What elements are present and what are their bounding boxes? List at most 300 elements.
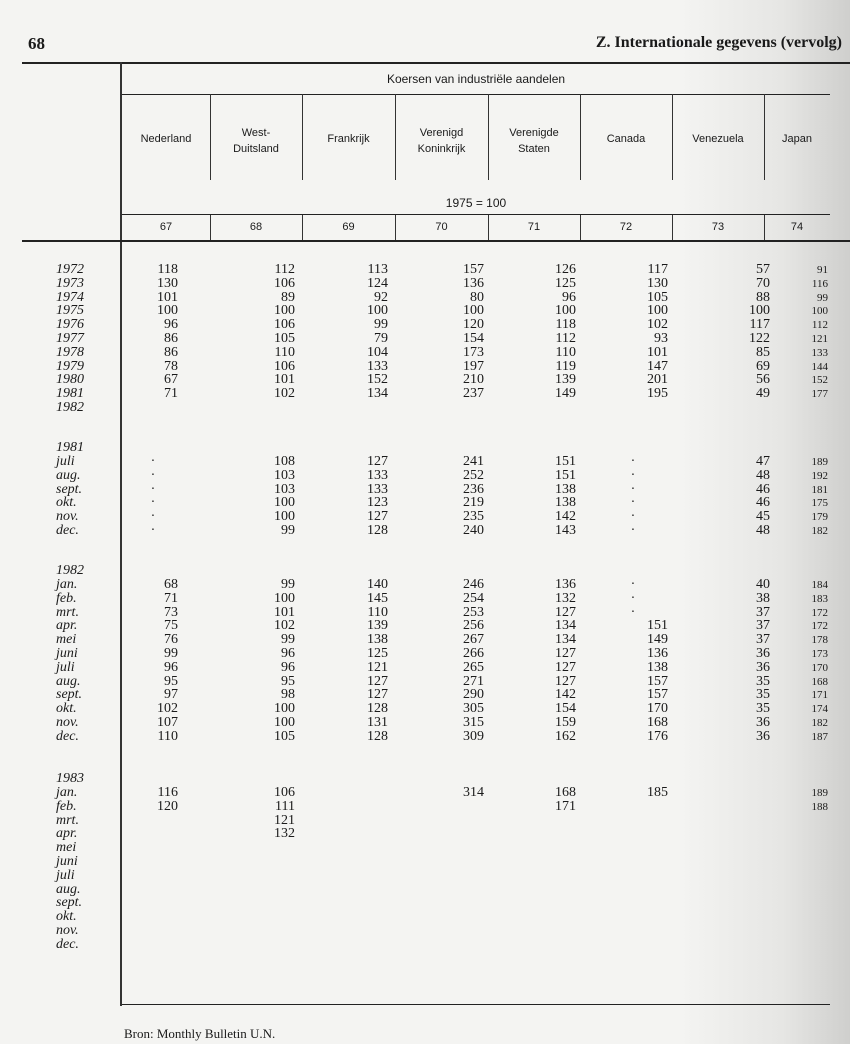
table-cell: 100 [274, 495, 295, 511]
table-cell: 100 [367, 303, 388, 319]
table-cell: 271 [463, 673, 484, 689]
table-cell: 136 [647, 646, 668, 661]
table-cell: 174 [811, 703, 828, 716]
table-cell: 142 [555, 687, 576, 703]
column-header: West- [241, 127, 271, 139]
table-cell: 56 [756, 372, 770, 388]
row-label: dec. [56, 936, 79, 952]
page-number: 68 [28, 34, 45, 53]
row-label: juli [56, 867, 75, 883]
table-cell: 126 [555, 262, 576, 277]
row-label: juni [56, 854, 78, 869]
table-cell: 125 [367, 646, 388, 661]
column-header: Nederland [140, 133, 192, 145]
table-cell: 132 [555, 590, 576, 606]
table-cell: 106 [274, 358, 295, 374]
table-cell: 35 [756, 673, 770, 689]
table-cell: 127 [555, 659, 576, 675]
column-header: Venezuela [692, 133, 744, 145]
table-cell: 195 [647, 386, 668, 402]
row-label: apr. [56, 826, 78, 842]
table-cell: 96 [164, 659, 178, 675]
table-cell: 151 [555, 467, 576, 483]
table-cell: 139 [555, 372, 576, 388]
table-cell: 143 [555, 523, 576, 538]
table-cell: 38 [756, 590, 770, 606]
table-cell: 235 [463, 509, 484, 525]
table-cell: 182 [811, 525, 828, 537]
table-cell: · [630, 481, 636, 497]
row-label: 1979 [56, 358, 84, 374]
table-cell: 123 [367, 495, 388, 511]
table-cell: 132 [274, 826, 295, 842]
table-cell: 86 [164, 331, 178, 346]
table-cell: 103 [274, 467, 295, 483]
row-label: okt. [56, 909, 77, 925]
row-label: 1975 [56, 303, 84, 319]
table-cell: 134 [555, 632, 576, 648]
row-label: feb. [56, 590, 77, 606]
table-cell: 182 [811, 717, 828, 729]
column-header: Frankrijk [327, 133, 370, 145]
table-cell: 110 [555, 344, 576, 360]
table-cell: 97 [164, 687, 178, 703]
row-label: aug. [56, 467, 81, 483]
table-cell: 100 [157, 303, 178, 319]
column-code: 72 [619, 221, 633, 233]
table-cell: 99 [281, 523, 295, 538]
table-cell: 172 [811, 620, 828, 633]
table-cell: 175 [811, 497, 828, 510]
table-cell: 69 [756, 358, 770, 374]
table-cell: 136 [555, 577, 576, 592]
column-header: Staten [518, 143, 550, 155]
table-cell: 305 [463, 701, 484, 717]
table-cell: 37 [756, 604, 770, 620]
table-cell: 106 [274, 275, 295, 291]
table-cell: · [630, 577, 636, 592]
table-cell: 105 [274, 331, 295, 346]
table-cell: 71 [164, 386, 178, 402]
table-cell: 147 [647, 358, 668, 374]
row-label: 1977 [56, 331, 84, 346]
table-cell: 106 [274, 785, 295, 800]
table-cell: 75 [164, 618, 178, 634]
table-cell: 138 [367, 632, 388, 648]
table-cell: 79 [374, 331, 388, 346]
table-cell: 99 [164, 646, 178, 661]
column-header: Duitsland [233, 143, 279, 155]
table-cell: 127 [555, 673, 576, 689]
table-cell: 136 [463, 275, 484, 291]
table-cell: 127 [367, 687, 388, 703]
table-cell: · [630, 523, 636, 538]
table-cell: 37 [756, 618, 770, 634]
table-cell: 154 [555, 701, 576, 717]
table-cell: · [150, 467, 156, 483]
table-cell: 170 [811, 661, 828, 674]
table-cell: 103 [274, 481, 295, 497]
table-cell: · [150, 495, 156, 511]
table-cell: 110 [367, 604, 388, 620]
table-cell: 241 [463, 454, 484, 469]
table-cell: 252 [463, 467, 484, 483]
table-cell: 127 [367, 673, 388, 689]
table-cell: 152 [367, 372, 388, 388]
table-cell: 314 [463, 785, 484, 800]
table-cell: 162 [555, 728, 576, 744]
table-cell: 92 [374, 289, 388, 305]
table-cell: 102 [274, 618, 295, 634]
table-cell: 145 [367, 590, 388, 606]
table-cell: 120 [157, 798, 178, 814]
table-cell: 127 [555, 604, 576, 620]
table-cell: 119 [555, 358, 576, 374]
table-cell: 128 [367, 728, 388, 744]
section-year-header: 1982 [56, 563, 84, 578]
code-top-rule [122, 214, 830, 215]
table-cell: 117 [749, 317, 770, 333]
table-cell: 134 [367, 386, 388, 402]
column-code: 70 [435, 221, 448, 233]
table-cell: 121 [811, 333, 828, 345]
table-cell: 157 [463, 262, 484, 277]
table-cell: 86 [164, 344, 178, 360]
table-cell: 171 [555, 798, 576, 814]
row-label: nov. [56, 923, 79, 938]
row-label: apr. [56, 618, 78, 634]
row-label: juni [56, 646, 78, 661]
table-cell: 101 [647, 344, 668, 360]
table-cell: 100 [274, 509, 295, 525]
table-cell: 189 [811, 456, 828, 468]
table-cell: 48 [756, 523, 770, 538]
table-cell: 117 [647, 262, 668, 277]
column-code: 74 [790, 221, 804, 233]
table-cell: 121 [367, 659, 388, 675]
table-cell: 131 [367, 715, 388, 730]
row-label: juli [56, 454, 75, 469]
table-cell: 95 [164, 673, 178, 689]
table-cell: 37 [756, 632, 770, 648]
table-cell: 256 [463, 618, 484, 634]
table-cell: 110 [157, 728, 178, 744]
table-cell: 100 [463, 303, 484, 319]
table-cell: 112 [555, 331, 576, 346]
table-cell: 130 [647, 275, 668, 291]
row-label: mrt. [56, 604, 79, 620]
row-label: jan. [56, 785, 78, 800]
row-label: 1972 [56, 262, 84, 277]
table-cell: 36 [756, 646, 770, 661]
table-cell: · [630, 454, 636, 469]
table-cell: 35 [756, 701, 770, 717]
table-cell: 68 [164, 577, 178, 592]
table-cell: 120 [463, 317, 484, 333]
table-cell: 133 [367, 467, 388, 483]
row-label: sept. [56, 687, 83, 703]
chapter-title: Z. Internationale gegevens (vervolg) [595, 34, 842, 51]
source-note: Bron: Monthly Bulletin U.N. [124, 1026, 276, 1041]
column-code: 73 [711, 221, 725, 233]
header-bottom-rule [22, 240, 850, 242]
table-cell: 138 [647, 659, 668, 675]
table-cell: 266 [463, 646, 484, 661]
table-cell: 184 [811, 579, 828, 591]
column-header: Japan [782, 133, 812, 145]
table-cell: 100 [555, 303, 576, 319]
table-cell: 189 [811, 787, 828, 799]
row-label: 1973 [56, 275, 84, 291]
row-label: 1978 [56, 344, 84, 360]
table-cell: 116 [811, 277, 828, 290]
table-cell: 265 [463, 659, 484, 675]
table-cell: · [630, 467, 636, 483]
table-cell: 99 [281, 577, 295, 592]
table-cell: 102 [157, 701, 178, 717]
section-year-header: 1983 [56, 771, 84, 786]
table-cell: 159 [555, 715, 576, 730]
column-code: 69 [342, 221, 355, 233]
table-cell: 177 [811, 388, 828, 401]
table-cell: 125 [555, 275, 576, 291]
table-cell: 168 [647, 715, 668, 730]
table-bottom-rule [122, 1004, 830, 1005]
table-cell: 187 [811, 730, 828, 743]
table-cell: 67 [164, 372, 178, 388]
column-header: Verenigd [419, 127, 464, 139]
table-cell: 128 [367, 701, 388, 717]
table-cell: 138 [555, 481, 576, 497]
table-cell: 100 [274, 590, 295, 606]
table-cell: 85 [756, 344, 770, 360]
table-cell: · [150, 454, 156, 469]
row-label: sept. [56, 895, 83, 911]
table-cell: 124 [367, 275, 388, 291]
table-cell: 49 [756, 386, 770, 402]
table-cell: 48 [756, 467, 770, 483]
table-cell: 76 [164, 632, 178, 648]
table-cell: 172 [811, 606, 828, 619]
table-cell: 36 [756, 728, 770, 744]
row-label: mrt. [56, 812, 79, 828]
table-cell: · [630, 604, 636, 620]
table-cell: 315 [463, 715, 484, 730]
column-header: Canada [606, 133, 646, 145]
table-cell: 219 [463, 495, 484, 511]
section-year-header: 1981 [56, 440, 84, 455]
title-rule [122, 94, 830, 95]
table-cell: 139 [367, 618, 388, 634]
table-cell: 101 [274, 604, 295, 620]
table-cell: 127 [555, 646, 576, 661]
table-cell: 45 [756, 509, 770, 525]
table-cell: 118 [555, 317, 576, 333]
table-cell: 100 [647, 303, 668, 319]
row-label: feb. [56, 798, 77, 814]
table-cell: 96 [281, 659, 295, 675]
row-label: 1974 [56, 289, 84, 305]
row-label: aug. [56, 673, 81, 689]
table-cell: · [630, 590, 636, 606]
row-label: juli [56, 659, 75, 675]
table-cell: 168 [555, 785, 576, 800]
table-cell: 107 [157, 715, 178, 730]
table-cell: 309 [463, 728, 484, 744]
table-cell: · [630, 495, 636, 511]
table-cell: 157 [647, 673, 668, 689]
table-cell: 36 [756, 715, 770, 730]
table-cell: 100 [274, 715, 295, 730]
table-cell: 154 [463, 331, 484, 346]
table-cell: 197 [463, 358, 484, 374]
table-cell: 80 [470, 289, 484, 305]
row-label: 1980 [56, 372, 84, 388]
table-cell: 70 [756, 275, 770, 291]
table-cell: 105 [274, 728, 295, 744]
table-cell: 71 [164, 590, 178, 606]
column-header: Koninkrijk [417, 143, 466, 155]
table-cell: 101 [157, 289, 178, 305]
table-cell: 122 [749, 331, 770, 346]
table-cell: 102 [647, 317, 668, 333]
table-cell: 102 [274, 386, 295, 402]
table-cell: 192 [811, 469, 828, 482]
table-cell: 133 [811, 346, 828, 359]
table-cell: · [150, 481, 156, 497]
table-cell: 78 [164, 358, 178, 374]
table-cell: 144 [811, 360, 828, 373]
column-code: 67 [159, 221, 173, 233]
table-cell: 178 [811, 634, 828, 647]
table-cell: 185 [647, 785, 668, 800]
table-cell: 99 [817, 291, 828, 304]
table-cell: 140 [367, 577, 388, 592]
table-cell: 96 [562, 289, 576, 305]
table-cell: 46 [756, 495, 770, 511]
table-cell: 138 [555, 495, 576, 511]
column-code: 71 [527, 221, 541, 233]
table-cell: 236 [463, 481, 484, 497]
table-cell: 151 [647, 618, 668, 634]
table-cell: 183 [811, 592, 828, 605]
table-cell: 151 [555, 454, 576, 469]
table-cell: 57 [756, 262, 770, 277]
table-cell: 40 [756, 577, 770, 592]
table-cell: 73 [164, 604, 178, 620]
column-code: 68 [249, 221, 263, 233]
table-cell: 35 [756, 687, 770, 703]
table-cell: 149 [647, 632, 668, 648]
table-cell: 89 [281, 289, 295, 305]
table-cell: 101 [274, 372, 295, 388]
row-label: 1982 [56, 400, 84, 415]
table-cell: 133 [367, 481, 388, 497]
table-cell: 210 [463, 372, 484, 388]
table-cell: 290 [463, 687, 484, 703]
table-cell: 127 [367, 509, 388, 525]
table-cell: · [150, 509, 156, 525]
table-cell: · [150, 523, 156, 538]
row-label: nov. [56, 509, 79, 525]
row-label: jan. [56, 577, 78, 592]
table-cell: 240 [463, 523, 484, 538]
table-cell: 201 [647, 372, 668, 388]
table-cell: 130 [157, 275, 178, 291]
row-label: nov. [56, 715, 79, 730]
table-cell: 152 [811, 374, 828, 387]
table-cell: 100 [274, 303, 295, 319]
table-cell: 267 [463, 632, 484, 648]
table-top-rule [22, 62, 850, 64]
table-cell: 171 [811, 689, 828, 702]
table-cell: 96 [164, 317, 178, 333]
table-cell: 106 [274, 317, 295, 333]
table-cell: 173 [463, 344, 484, 360]
row-label: aug. [56, 881, 81, 897]
row-label: dec. [56, 523, 79, 538]
table-cell: 112 [811, 319, 828, 332]
table-cell: 127 [367, 454, 388, 469]
table-cell: 149 [555, 386, 576, 402]
table-cell: 113 [367, 262, 388, 277]
table-cell: 121 [274, 812, 295, 828]
table-cell: 95 [281, 673, 295, 689]
column-header: Verenigde [509, 127, 559, 139]
row-label: 1976 [56, 317, 84, 333]
table-cell: 168 [811, 675, 828, 688]
table-cell: 98 [281, 687, 295, 703]
table-cell: 112 [274, 262, 295, 277]
table-cell: 104 [367, 344, 388, 360]
table-cell: 100 [749, 303, 770, 319]
table-cell: 157 [647, 687, 668, 703]
row-label: mei [56, 632, 77, 648]
table-cell: 253 [463, 604, 484, 620]
table-cell: 105 [647, 289, 668, 305]
table-cell: 179 [811, 511, 828, 524]
row-label: okt. [56, 495, 77, 511]
table-cell: 36 [756, 659, 770, 675]
table-cell: 111 [275, 798, 295, 814]
row-label: mei [56, 840, 77, 856]
table-cell: · [630, 509, 636, 525]
row-label: okt. [56, 701, 77, 717]
row-label: dec. [56, 728, 79, 744]
table-title: Koersen van industriële aandelen [386, 72, 566, 86]
table-cell: 188 [811, 800, 828, 813]
table-cell: 93 [654, 331, 668, 346]
table-cell: 118 [157, 262, 178, 277]
table-cell: 100 [274, 701, 295, 717]
table-cell: 254 [463, 590, 484, 606]
row-label: sept. [56, 481, 83, 497]
table-cell: 246 [463, 577, 484, 592]
table-cell: 47 [756, 454, 770, 469]
table-cell: 128 [367, 523, 388, 538]
table-cell: 133 [367, 358, 388, 374]
table-cell: 173 [811, 648, 828, 660]
table-cell: 142 [555, 509, 576, 525]
table-cell: 181 [811, 483, 828, 496]
table-cell: 100 [811, 305, 828, 318]
table-cell: 99 [281, 632, 295, 648]
table-cell: 116 [157, 785, 178, 800]
table-cell: 46 [756, 481, 770, 497]
table-cell: 91 [817, 264, 828, 276]
table-cell: 176 [647, 728, 668, 744]
table-cell: 134 [555, 618, 576, 634]
